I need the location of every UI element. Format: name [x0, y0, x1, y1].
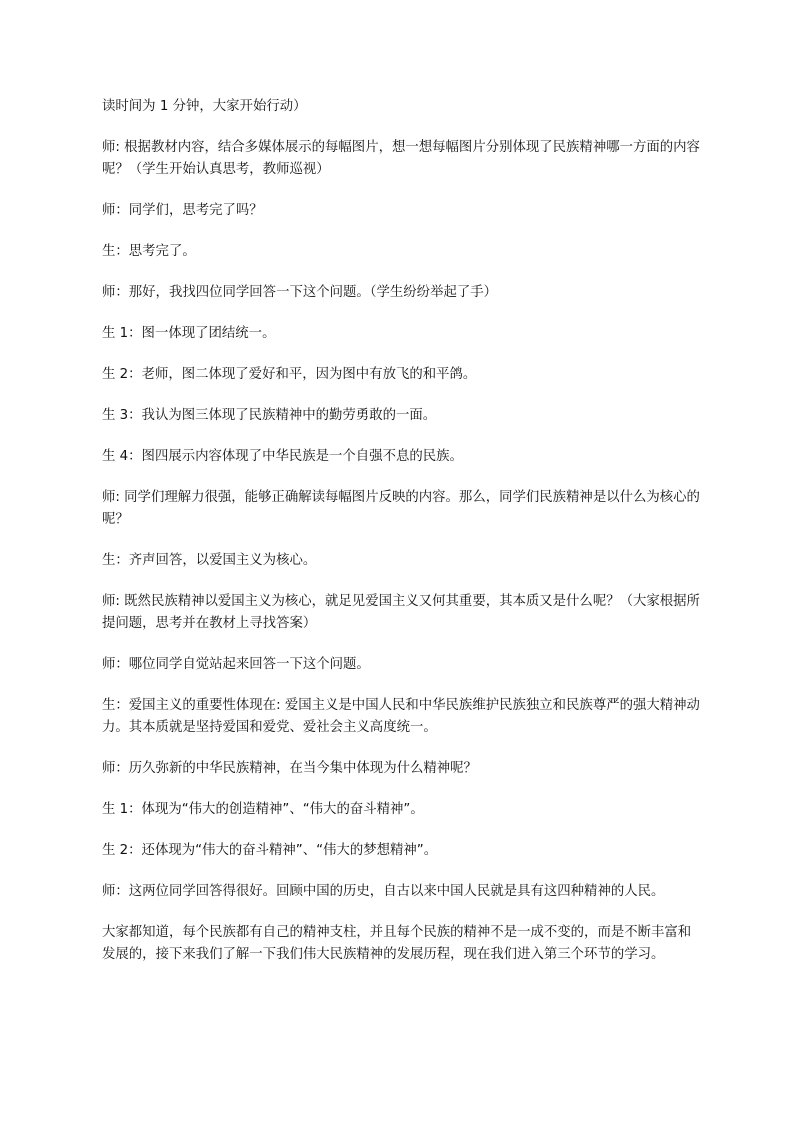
paragraph-student1-spirit-answer: 生 1：体现为“伟大的创造精神”、“伟大的奋斗精神”。	[102, 802, 424, 817]
paragraph-students-done: 生：思考完了。	[102, 244, 196, 259]
paragraph-student2-answer: 生 2：老师，图二体现了爱好和平，因为图中有放飞的和平鸽。	[102, 367, 477, 382]
paragraph-teacher-spirit-question: 师：历久弥新的中华民族精神，在当今集中体现为什么精神呢？	[102, 761, 477, 776]
paragraph-students-chorus: 生：齐声回答，以爱国主义为核心。	[102, 553, 317, 568]
paragraph-student-patriotism-answer: 生：爱国主义的重要性体现在: 爱国主义是中国人民和中华民族维护民族独立和民族尊严的强大精神动力。其本质就是坚持爱国和爱党、爱社会主义高度统一。	[102, 698, 700, 735]
paragraph-teacher-praise: 师：这两位同学回答得很好。回顾中国的历史，自古以来中国人民就是具有这四种精神的人民。	[102, 884, 665, 899]
paragraph-teacher-essence-question: 师: 既然民族精神以爱国主义为核心，就足见爱国主义又何其重要，其本质又是什么呢？（大家根据所提问题，思考并在教材上寻找答案）	[102, 594, 700, 631]
paragraph-student2-spirit-answer: 生 2：还体现为“伟大的奋斗精神”、“伟大的梦想精神”。	[102, 843, 438, 858]
paragraph-student3-answer: 生 3：我认为图三体现了民族精神中的勤劳勇敢的一面。	[102, 408, 437, 423]
paragraph-teacher-call-four: 师：那好，我找四位同学回答一下这个问题。（学生纷纷举起了手）	[102, 285, 498, 300]
paragraph-student4-answer: 生 4：图四展示内容体现了中华民族是一个自强不息的民族。	[102, 449, 463, 464]
paragraph-teacher-question-images: 师: 根据教材内容，结合多媒体展示的每幅图片，想一想每幅图片分别体现了民族精神哪一方面的内容呢？（学生开始认真思考，教师巡视）	[102, 140, 700, 177]
paragraph-teacher-core-question: 师: 同学们理解力很强，能够正确解读每幅图片反映的内容。那么，同学们民族精神是以什么为核心的呢？	[102, 490, 700, 527]
paragraph-teacher-volunteer: 师：哪位同学自觉站起来回答一下这个问题。	[102, 657, 370, 672]
paragraph-transition: 大家都知道，每个民族都有自己的精神支柱，并且每个民族的精神不是一成不变的，而是不断丰富和发展的，接下来我们了解一下我们伟大民族精神的发展历程，现在我们进入第三个环节的学习。	[102, 925, 692, 962]
paragraph-student1-answer: 生 1：图一体现了团结统一。	[102, 326, 276, 341]
paragraph-reading-time: 读时间为 1 分钟，大家开始行动）	[102, 99, 307, 114]
paragraph-teacher-check: 师：同学们，思考完了吗？	[102, 203, 263, 218]
